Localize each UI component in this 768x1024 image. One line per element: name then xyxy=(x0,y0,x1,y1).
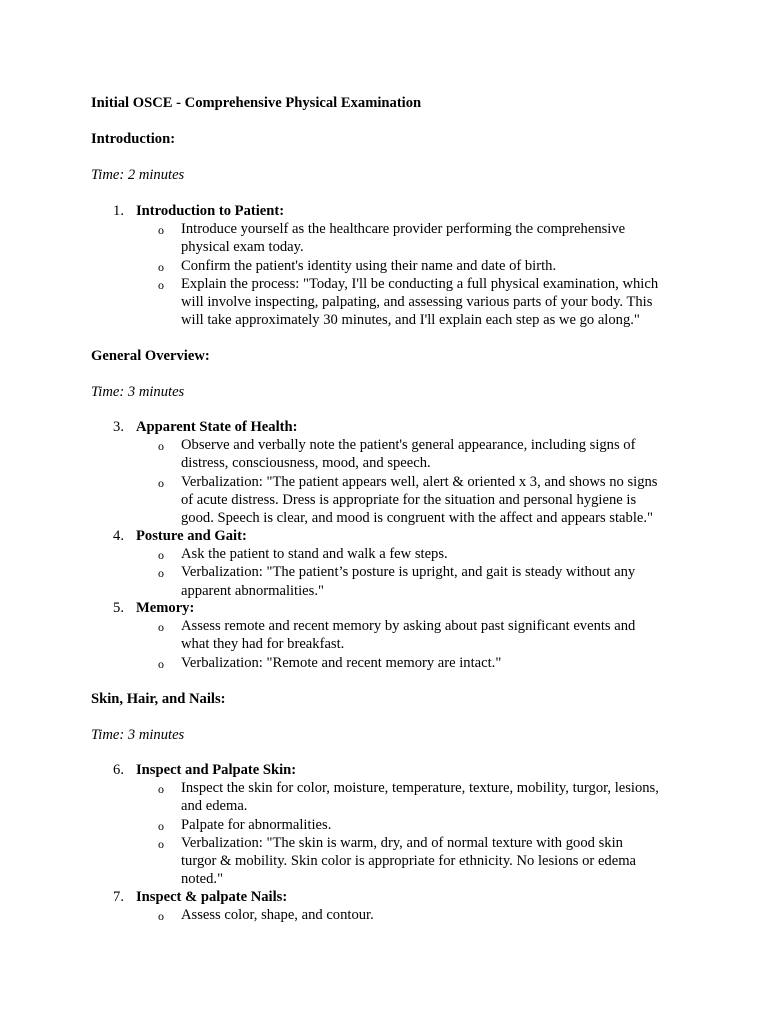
bullet-marker: o xyxy=(158,277,164,292)
item-title: Introduction to Patient: xyxy=(136,203,285,219)
bullet-text-line: Verbalization: "Remote and recent memory are intact." xyxy=(181,654,502,671)
bullet-text-line: Verbalization: "The skin is warm, dry, and of normal texture with good skin xyxy=(181,834,623,851)
bullet-text-line: Introduce yourself as the healthcare provider performing the comprehensive xyxy=(181,221,626,238)
bullet-marker: o xyxy=(158,475,164,490)
bullet-text-line: of acute distress. Dress is appropriate for the situation and personal hygiene is xyxy=(181,491,637,508)
item-number: 4. xyxy=(113,528,124,544)
bullet-text-line: distress, consciousness, mood, and speech. xyxy=(181,455,431,472)
section-heading: Skin, Hair, and Nails: xyxy=(91,691,226,707)
bullet-marker: o xyxy=(158,439,164,454)
bullet-marker: o xyxy=(158,566,164,581)
item-title: Apparent State of Health: xyxy=(136,419,298,435)
bullet-text-line: noted." xyxy=(181,871,224,888)
bullet-marker: o xyxy=(158,818,164,833)
bullet-text-line: turgor & mobility. Skin color is appropriate for ethnicity. No lesions or edema xyxy=(181,853,637,869)
bullet-text-line: Assess color, shape, and contour. xyxy=(181,907,374,924)
bullet-text-line: Verbalization: "The patient appears well, alert & oriented x 3, and shows no signs xyxy=(181,473,658,490)
item-title: Memory: xyxy=(136,600,195,616)
bullet-text-line: Observe and verbally note the patient's general appearance, including signs of xyxy=(181,437,636,454)
section-time: Time: 2 minutes xyxy=(91,167,185,183)
bullet-text-line: Assess remote and recent memory by asking about past significant events and xyxy=(181,618,636,635)
bullet-marker: o xyxy=(158,836,164,851)
item-number: 1. xyxy=(113,203,124,219)
bullet-text-line: Explain the process: "Today, I'll be conducting a full physical examination, which xyxy=(181,275,659,292)
section-time: Time: 3 minutes xyxy=(91,384,185,400)
bullet-marker: o xyxy=(158,782,164,797)
document-title: Initial OSCE - Comprehensive Physical Examination xyxy=(91,95,422,111)
bullet-marker: o xyxy=(158,548,164,563)
bullet-marker: o xyxy=(158,620,164,635)
bullet-text-line: Confirm the patient's identity using their name and date of birth. xyxy=(181,257,557,274)
bullet-text-line: good. Speech is clear, and mood is congruent with the affect and appears stable." xyxy=(181,510,653,526)
item-title: Posture and Gait: xyxy=(136,528,247,544)
bullet-marker: o xyxy=(158,223,164,238)
bullet-text-line: Palpate for abnormalities. xyxy=(181,816,332,833)
bullet-marker: o xyxy=(158,656,164,671)
item-title: Inspect & palpate Nails: xyxy=(136,889,288,905)
bullet-text-line: physical exam today. xyxy=(181,239,304,256)
bullet-text-line: will involve inspecting, palpating, and assessing various parts of your body. This xyxy=(181,294,653,310)
bullet-marker: o xyxy=(158,909,164,924)
bullet-text-line: apparent abnormalities." xyxy=(181,582,324,599)
item-number: 3. xyxy=(113,419,124,435)
section-time: Time: 3 minutes xyxy=(91,727,185,743)
item-number: 5. xyxy=(113,600,124,616)
bullet-text-line: will take approximately 30 minutes, and I'll explain each step as we go along." xyxy=(181,312,640,329)
bullet-text-line: Inspect the skin for color, moisture, temperature, texture, mobility, turgor, lesions, xyxy=(181,780,659,797)
item-number: 7. xyxy=(113,889,124,905)
bullet-text-line: and edema. xyxy=(181,798,248,815)
bullet-text-line: Ask the patient to stand and walk a few steps. xyxy=(181,546,448,563)
item-number: 6. xyxy=(113,762,124,778)
section-heading: Introduction: xyxy=(91,131,176,147)
bullet-text-line: Verbalization: "The patient’s posture is upright, and gait is steady without any xyxy=(181,564,636,581)
item-title: Inspect and Palpate Skin: xyxy=(136,762,297,778)
bullet-text-line: what they had for breakfast. xyxy=(181,636,345,653)
section-heading: General Overview: xyxy=(91,348,210,364)
bullet-marker: o xyxy=(158,259,164,274)
